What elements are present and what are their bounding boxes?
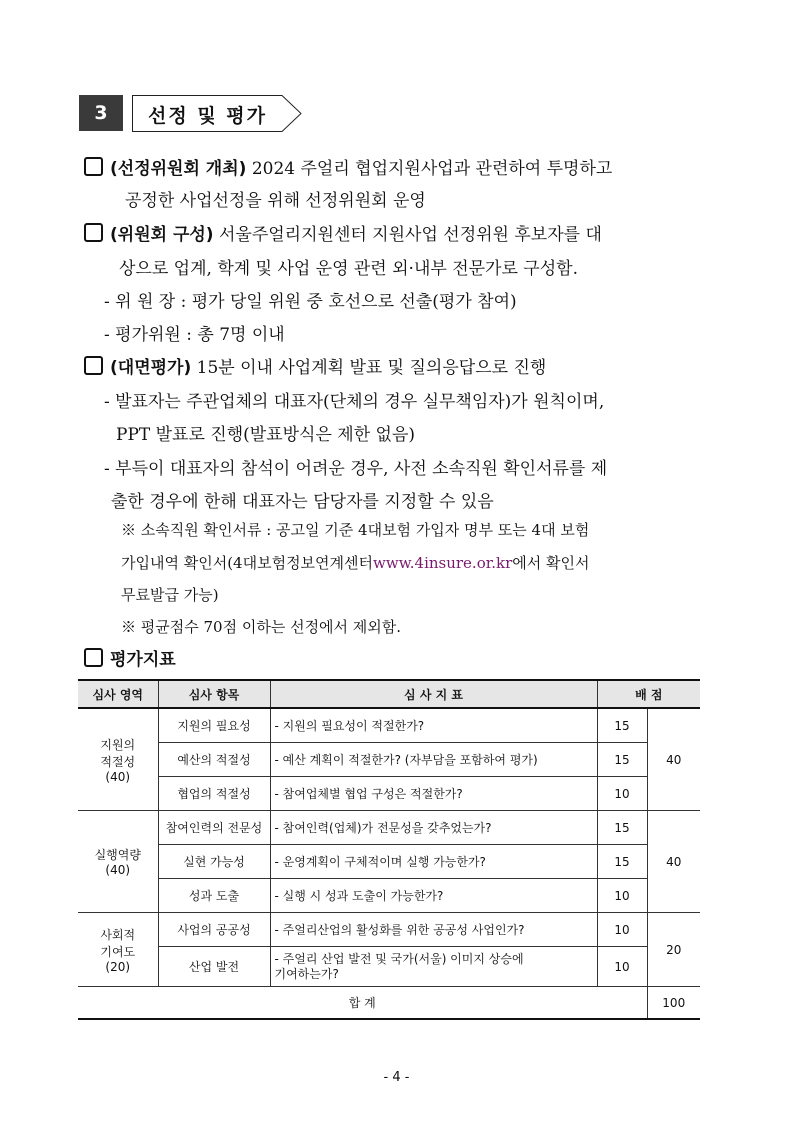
table-row <box>78 811 700 845</box>
area-cell: 지원의 적절성 (40) <box>78 708 158 811</box>
table-header-row <box>78 680 700 708</box>
chair-line: - 위 원 장 : 평가 당일 위원 중 호선으로 선출(평가 참여) <box>104 292 517 312</box>
indicator-cell: - 주얼리산업의 활성화를 위한 공공성 사업인가? <box>270 913 597 947</box>
indicator-cell: - 주얼리 산업 발전 및 국가(서울) 이미지 상승에 기여하는가? <box>270 947 597 987</box>
score-cell: 15 <box>597 811 647 845</box>
indicator-cell: - 지원의 필요성이 적절한가? <box>270 708 597 743</box>
total-row <box>78 987 700 1020</box>
indicator-cell: - 예산 계획이 적절한가? (자부담을 포함하여 평가) <box>270 743 597 777</box>
interview-title: (대면평가) <box>110 358 192 378</box>
item-cell: 예산의 적절성 <box>158 743 270 777</box>
committee-text-2: 공정한 사업선정을 위해 선정위원회 운영 <box>125 191 426 211</box>
indicator-cell: - 실행 시 성과 도출이 가능한가? <box>270 879 597 913</box>
score-cell: 10 <box>597 947 647 987</box>
interview-text: 15분 이내 사업계획 발표 및 질의응답으로 진행 <box>196 358 547 378</box>
section-number: 3 <box>79 95 123 131</box>
total-label: 합 계 <box>78 987 647 1020</box>
checkbox-icon <box>84 356 103 375</box>
table-row <box>78 777 700 811</box>
insure-link[interactable]: www.4insure.or.kr <box>373 554 513 572</box>
table-row <box>78 947 700 987</box>
item-cell: 지원의 필요성 <box>158 708 270 743</box>
item-cell: 사업의 공공성 <box>158 913 270 947</box>
composition-line <box>84 220 602 245</box>
presenter-line-2: PPT 발표로 진행(발표방식은 제한 없음) <box>116 425 416 445</box>
indicator-cell: - 참여인력(업체)가 전문성을 갖추었는가? <box>270 811 597 845</box>
table-row <box>78 845 700 879</box>
item-cell: 실현 가능성 <box>158 845 270 879</box>
note-1-line-1: ※ 소속직원 확인서류 : 공고일 기준 4대보험 가입자 명부 또는 4대 보험 <box>121 521 590 539</box>
checkbox-icon <box>84 157 103 176</box>
score-cell: 15 <box>597 845 647 879</box>
note-1-text-a: 가입내역 확인서(4대보험정보연계센터 <box>121 554 374 572</box>
criteria-heading <box>84 645 176 670</box>
area-total-cell: 40 <box>647 708 700 811</box>
committee-title: (선정위원회 개최) <box>110 159 247 179</box>
composition-title: (위원회 구성) <box>110 225 214 245</box>
indicator-cell: - 운영계획이 구체적이며 실행 가능한가? <box>270 845 597 879</box>
score-cell: 10 <box>597 913 647 947</box>
item-cell: 성과 도출 <box>158 879 270 913</box>
score-cell: 10 <box>597 777 647 811</box>
checkbox-icon <box>84 648 103 667</box>
header-score: 배 점 <box>597 680 700 708</box>
interview-line <box>84 353 546 378</box>
area-cell: 사회적 기여도 (20) <box>78 913 158 987</box>
absence-line-1: - 부득이 대표자의 참석이 어려운 경우, 사전 소속직원 확인서류를 제 <box>104 459 608 479</box>
members-line: - 평가위원 : 총 7명 이내 <box>104 325 285 345</box>
committee-line <box>84 154 612 179</box>
table-row <box>78 743 700 777</box>
area-cell: 실행역량 (40) <box>78 811 158 913</box>
section-title-tab <box>132 95 302 132</box>
item-cell: 협업의 적절성 <box>158 777 270 811</box>
note-1-line-3: 무료발급 가능) <box>121 586 219 604</box>
item-cell: 참여인력의 전문성 <box>158 811 270 845</box>
presenter-line-1: - 발표자는 주관업체의 대표자(단체의 경우 실무책임자)가 원칙이며, <box>104 392 605 412</box>
indicator-cell: - 참여업체별 협업 구성은 적절한가? <box>270 777 597 811</box>
section-title: 선정 및 평가 <box>148 105 267 127</box>
table-row <box>78 913 700 947</box>
table-row <box>78 879 700 913</box>
committee-text: 2024 주얼리 협업지원사업과 관련하여 투명하고 <box>251 159 613 179</box>
note-2-line: ※ 평균점수 70점 이하는 선정에서 제외함. <box>121 618 402 636</box>
total-value: 100 <box>647 987 700 1020</box>
header-item: 심사 항목 <box>158 680 270 708</box>
page-number: - 4 - <box>383 1070 410 1085</box>
header-area: 심사 영역 <box>78 680 158 708</box>
score-cell: 10 <box>597 879 647 913</box>
composition-text: 서울주얼리지원센터 지원사업 선정위원 후보자를 대 <box>218 225 602 245</box>
area-total-cell: 20 <box>647 913 700 987</box>
score-cell: 15 <box>597 708 647 743</box>
table-row <box>78 708 700 743</box>
composition-text-2: 상으로 업계, 학계 및 사업 운영 관련 외·내부 전문가로 구성함. <box>119 259 578 279</box>
note-1-text-b: 에서 확인서 <box>512 554 590 572</box>
score-cell: 15 <box>597 743 647 777</box>
item-cell: 산업 발전 <box>158 947 270 987</box>
evaluation-table <box>78 679 700 1020</box>
checkbox-icon <box>84 223 103 242</box>
note-1-line-2 <box>121 552 590 573</box>
absence-line-2: 출한 경우에 한해 대표자는 담당자를 지정할 수 있음 <box>111 492 494 512</box>
header-indicator: 심 사 지 표 <box>270 680 597 708</box>
criteria-title: 평가지표 <box>110 650 176 670</box>
area-total-cell: 40 <box>647 811 700 913</box>
